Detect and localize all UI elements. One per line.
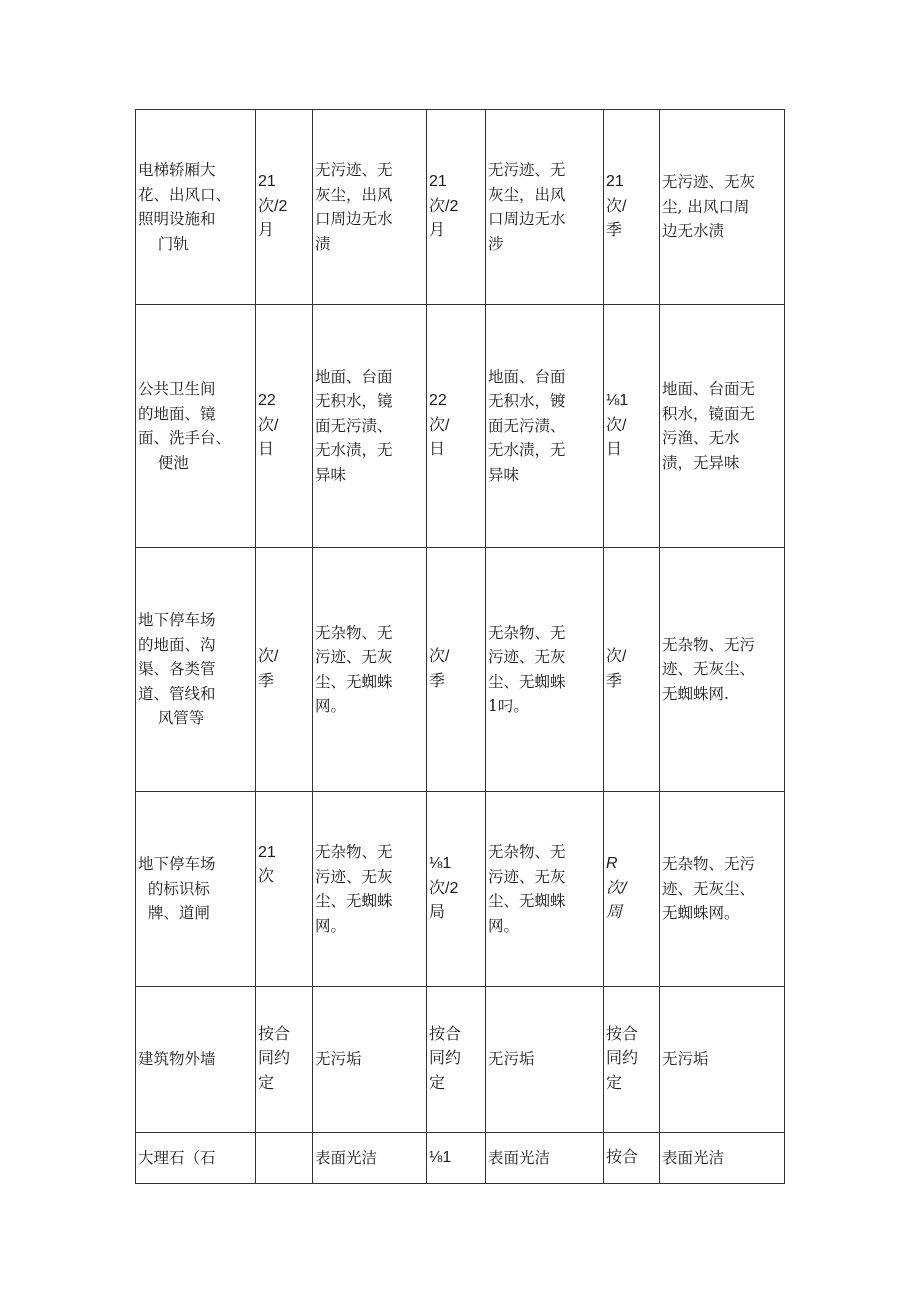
cell-standard-3 xyxy=(660,110,785,305)
cell-text: 次/ 季 xyxy=(606,648,627,690)
cell-standard-2 xyxy=(486,548,604,792)
cell-text: 无杂物、无 污迹、无灰 尘、无蜘蛛 网。 xyxy=(315,843,393,935)
cell-text: 无污迹、无灰 尘, 出风口周 边无水渍 xyxy=(662,173,756,241)
cell-frequency-2 xyxy=(427,110,486,305)
cell-standard-1 xyxy=(313,305,427,548)
cell-frequency-3 xyxy=(604,548,660,792)
cell-text: 大理石（石 xyxy=(138,1148,216,1167)
cleaning-standards-table xyxy=(135,109,785,1184)
cell-text: 按合 xyxy=(606,1148,639,1166)
cell-text: 无污垢 xyxy=(315,1050,362,1069)
cell-frequency-3 xyxy=(604,792,660,987)
cell-item xyxy=(136,987,256,1133)
cell-text: 无污垢 xyxy=(662,1050,709,1069)
cell-text: ⅛1 次/ 日 xyxy=(606,392,629,459)
cell-frequency-3 xyxy=(604,305,660,548)
cell-text: 无污迹、无 灰尘，出风 口周边无水 涉 xyxy=(488,161,566,253)
cell-frequency-2 xyxy=(427,548,486,792)
cell-text: 地下停车场 的标识标 牌、道闸 xyxy=(138,855,216,923)
cell-text: 无杂物、无污 迹、无灰尘、 无蜘蛛网. xyxy=(662,635,756,703)
cell-text: 按合 同约 定 xyxy=(429,1025,462,1092)
cell-text: 21 次/2 月 xyxy=(429,173,459,240)
cell-text: 电梯轿厢大 花、出风口、 照明设施和 门轨 xyxy=(138,161,232,253)
cell-standard-3 xyxy=(660,305,785,548)
cell-text: 22 次/ 日 xyxy=(258,392,279,459)
cell-text: 地面、台面无 积水，镜面无 污渔、无水 渍，无异味 xyxy=(662,380,756,472)
cell-text: 建筑物外墙 xyxy=(138,1050,216,1069)
cell-text: 次/ 季 xyxy=(258,648,279,690)
cell-text: 21 次/ 季 xyxy=(606,173,627,240)
cell-standard-1 xyxy=(313,110,427,305)
cell-text: 公共卫生间 的地面、镜 面、洗手台、 便池 xyxy=(138,380,232,472)
cell-text: 表面光洁 xyxy=(488,1148,551,1167)
cell-text: 22 次/ 日 xyxy=(429,392,450,459)
cell-frequency-1 xyxy=(256,548,313,792)
cell-standard-3 xyxy=(660,548,785,792)
cell-standard-3 xyxy=(660,792,785,987)
cell-item xyxy=(136,305,256,548)
cell-standard-3 xyxy=(660,987,785,1133)
cell-text: 21 次 xyxy=(258,843,276,885)
cell-text: ⅛1 次/2 局 xyxy=(429,855,459,922)
cell-text: 次/ 季 xyxy=(429,648,450,690)
cell-text: 地面、台面 无积水，镀 面无污渍、 无水渍，无 异味 xyxy=(488,367,566,484)
cell-text: 地面、台面 无积水，镜 面无污渍、 无水渍，无 异味 xyxy=(315,367,393,484)
cell-standard-2 xyxy=(486,110,604,305)
cell-text: ⅛1 xyxy=(429,1148,452,1166)
cell-frequency-2 xyxy=(427,987,486,1133)
cell-frequency-3 xyxy=(604,987,660,1133)
cell-frequency-3 xyxy=(604,110,660,305)
cell-standard-3 xyxy=(660,1133,785,1184)
cell-text: R 次/ 周 xyxy=(606,855,627,922)
cell-text: 按合 同约 定 xyxy=(258,1025,291,1092)
cell-text: 21 次/2 月 xyxy=(258,173,288,240)
cell-standard-2 xyxy=(486,792,604,987)
table-row xyxy=(136,548,785,792)
cell-text: 无污迹、无 灰尘，出风 口周边无水 渍 xyxy=(315,161,393,253)
cell-frequency-2 xyxy=(427,1133,486,1184)
cell-item xyxy=(136,1133,256,1184)
cell-standard-1 xyxy=(313,987,427,1133)
cell-frequency-2 xyxy=(427,792,486,987)
cell-text: 地下停车场 的地面、沟 渠、各类管 道、管线和 风管等 xyxy=(138,611,216,728)
table-row xyxy=(136,792,785,987)
cell-standard-1 xyxy=(313,792,427,987)
cell-item xyxy=(136,110,256,305)
cell-standard-2 xyxy=(486,305,604,548)
cell-text: 表面光洁 xyxy=(315,1148,378,1167)
cell-frequency-1 xyxy=(256,1133,313,1184)
table-row xyxy=(136,110,785,305)
cell-frequency-3 xyxy=(604,1133,660,1184)
cell-standard-1 xyxy=(313,548,427,792)
cell-text: 无杂物、无 污迹、无灰 尘、无蜘蛛 1叼。 xyxy=(488,623,566,715)
table-row xyxy=(136,987,785,1133)
cell-text: 无杂物、无 污迹、无灰 尘、无蜘蛛 网。 xyxy=(488,843,566,935)
cell-text: 按合 同约 定 xyxy=(606,1025,639,1092)
table-row xyxy=(136,1133,785,1184)
cell-standard-1 xyxy=(313,1133,427,1184)
cell-frequency-1 xyxy=(256,110,313,305)
cell-item xyxy=(136,548,256,792)
cell-frequency-1 xyxy=(256,987,313,1133)
table-row xyxy=(136,305,785,548)
cell-standard-2 xyxy=(486,1133,604,1184)
cell-frequency-1 xyxy=(256,792,313,987)
cell-text: 无杂物、无 污迹、无灰 尘、无蜘蛛 网。 xyxy=(315,623,393,715)
cell-standard-2 xyxy=(486,987,604,1133)
cell-text: 无杂物、无污 迹、无灰尘、 无蜘蛛网。 xyxy=(662,855,756,923)
cell-text: 无污垢 xyxy=(488,1050,535,1069)
cell-item xyxy=(136,792,256,987)
cell-frequency-1 xyxy=(256,305,313,548)
cell-frequency-2 xyxy=(427,305,486,548)
cell-text: 表面光洁 xyxy=(662,1148,725,1167)
